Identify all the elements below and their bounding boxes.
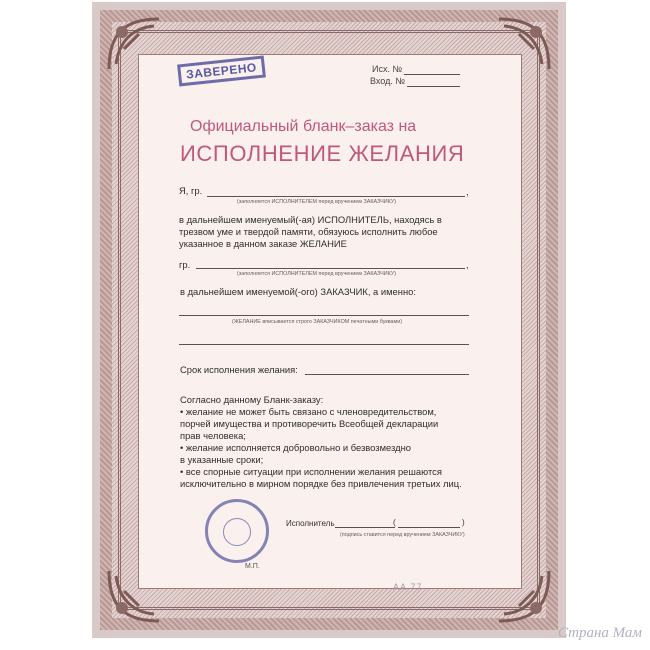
executor-name-line [207, 196, 465, 197]
incoming-number-line [407, 86, 460, 87]
terms-line-4: прав человека; [180, 430, 246, 441]
wish-line-1 [179, 315, 469, 316]
outgoing-number-label: Исх. № [372, 64, 403, 74]
signature-note: (подпись ставится перед вручением ЗАКАЗЧИКУ) [340, 532, 465, 538]
comma: , [466, 186, 469, 197]
ya-label: Я, гр. [179, 185, 203, 196]
mp-label: М.П. [245, 563, 260, 570]
terms-line-7: • все спорные ситуации при исполнении желания решаются [180, 466, 442, 477]
terms-line-5: • желание исполняется добровольно и безвозмездно [180, 442, 411, 453]
executor-paragraph-line3: указанное в данном заказе ЖЕЛАНИЕ [179, 238, 347, 249]
signature-line [335, 527, 395, 528]
wish-note: (ЖЕЛАНИЕ вписывается строго ЗАКАЗЧИКОМ печатными буквами) [232, 319, 403, 325]
deadline-label: Срок исполнения желания: [180, 364, 298, 375]
fill-note-customer: (заполняется ИСПОЛНИТЕЛЕМ перед вручением ЗАКАЗЧИКУ) [237, 271, 397, 277]
terms-line-3: порчей имущества и противоречить Всеобщей декларации [180, 418, 439, 429]
terms-line-6: в указанные сроки; [180, 454, 264, 465]
signer-label: Исполнитель [286, 519, 335, 528]
deadline-line [305, 374, 469, 375]
official-seal-center [223, 518, 251, 546]
comma-2: , [466, 259, 469, 270]
signature-name-line [398, 527, 460, 528]
outgoing-number-line [404, 74, 460, 75]
incoming-number-label: Вход. № [370, 76, 406, 86]
terms-line-2: • желание не может быть связано с членовредительством, [180, 406, 437, 417]
gr-label: гр. [179, 259, 191, 270]
form-title-line1: Официальный бланк–заказ на [190, 118, 417, 135]
serial-number: АА 77 [393, 582, 423, 592]
terms-line-1: Согласно данному Бланк-заказу: [180, 394, 324, 405]
executor-paragraph-line1: в дальнейшем именуемый(-ая) ИСПОЛНИТЕЛЬ, находясь в [179, 214, 442, 225]
signature-bracket-open: ( [393, 518, 396, 527]
fill-note-executor: (заполняется ИСПОЛНИТЕЛЕМ перед вручением ЗАКАЗЧИКУ) [237, 199, 397, 205]
wish-line-2 [179, 344, 469, 345]
certified-stamp: ЗАВЕРЕНО [177, 56, 266, 87]
site-watermark: Страна Мам [557, 625, 642, 641]
customer-paragraph: в дальнейшем именуемой(-ого) ЗАКАЗЧИК, а именно: [180, 286, 416, 297]
form-title-line2: ИСПОЛНЕНИЕ ЖЕЛАНИЯ [180, 141, 465, 166]
signature-bracket-close: ) [462, 518, 465, 527]
terms-line-8: исключительно в мирном порядке без привлечения третьих лиц. [180, 478, 462, 489]
customer-name-line [196, 268, 465, 269]
executor-paragraph-line2: трезвом уме и твердой памяти, обязуюсь исполнить любое [179, 226, 438, 237]
